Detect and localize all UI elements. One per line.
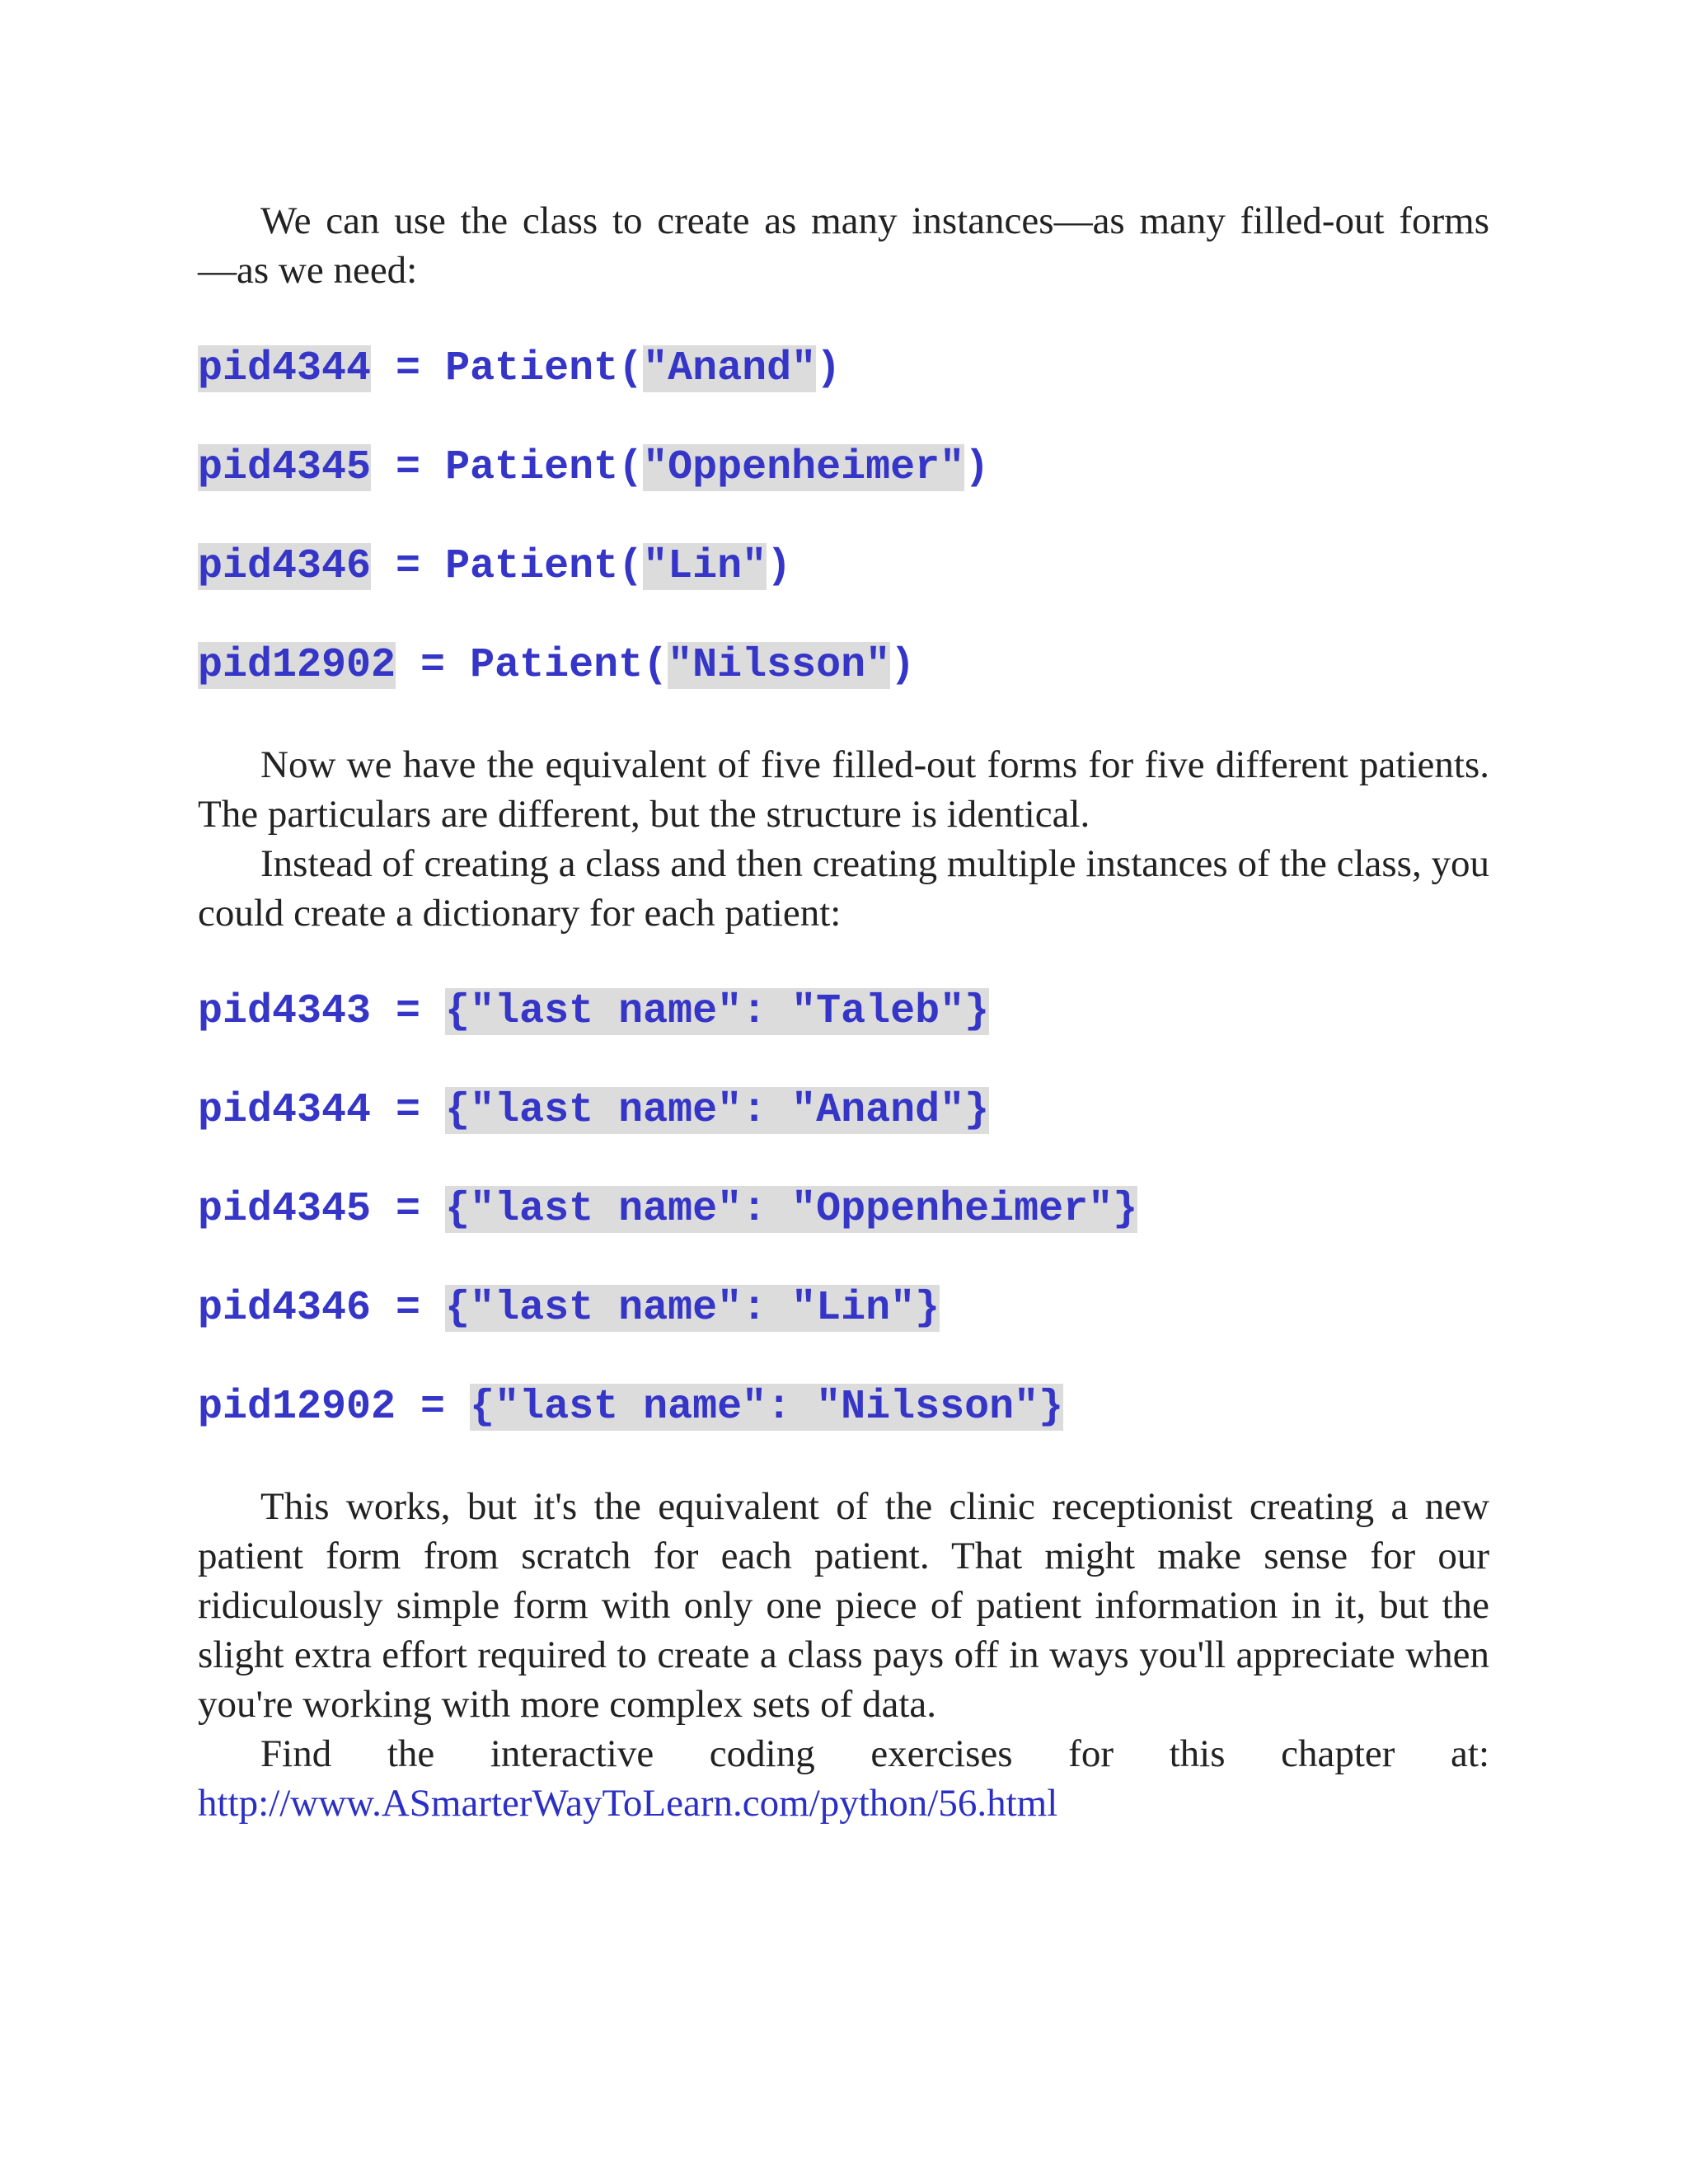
page-content (198, 196, 1489, 1828)
code-operator: = (371, 345, 446, 392)
code-line (198, 443, 1489, 493)
code-variable: pid4343 (198, 988, 372, 1035)
code-line (198, 1383, 1489, 1432)
code-argument: "Oppenheimer" (643, 444, 965, 491)
code-variable: pid4346 (198, 543, 372, 590)
code-operator: = (371, 988, 446, 1035)
intro-paragraph-continuation (198, 246, 1489, 295)
code-line (198, 1284, 1489, 1333)
code-operator: = (396, 642, 471, 689)
code-call: Patient( (445, 444, 644, 491)
code-variable: pid4344 (198, 1087, 372, 1134)
code-dictionary: {"last name": "Nilsson"} (470, 1384, 1064, 1431)
find-exercises-paragraph: Find the interactive coding exercises for this chapter at: (260, 1732, 1489, 1775)
code-dictionary: {"last name": "Oppenheimer"} (445, 1186, 1138, 1233)
code-call: Patient( (470, 642, 668, 689)
code-argument: "Anand" (643, 345, 817, 392)
code-argument: "Lin" (643, 543, 767, 590)
after-instances-paragraph: Now we have the equivalent of five filled-out forms for five different patients. The particulars are different, but the structure is identical. (198, 743, 1489, 836)
this-works-paragraph: This works, but it's the equivalent of the clinic receptionist creating a new patient form from scratch for each patient. That might make sense for our ridiculously simple form with only one piece of patient information in it, but the slight extra effort required to create a class pays off in ways you'll appreciate when you're working with more complex sets of data. (198, 1485, 1489, 1726)
code-variable: pid12902 (198, 642, 396, 689)
code-line (198, 542, 1489, 592)
code-line (198, 1086, 1489, 1136)
code-line (198, 987, 1489, 1037)
instance-code-block (198, 344, 1489, 691)
intro-paragraph (198, 196, 1489, 246)
code-variable: pid12902 (198, 1384, 396, 1431)
code-variable: pid4345 (198, 444, 372, 491)
dictionary-code-block (198, 987, 1489, 1432)
code-variable: pid4344 (198, 345, 372, 392)
intro-line-1: We can use the class to create as many instances—as many filled-out forms (260, 199, 1489, 242)
code-argument: "Nilsson" (668, 642, 891, 689)
code-variable: pid4345 (198, 1186, 372, 1233)
code-operator: = (371, 1087, 446, 1134)
code-call: Patient( (445, 543, 644, 590)
code-dictionary: {"last name": "Lin"} (445, 1285, 940, 1332)
code-operator: = (371, 444, 446, 491)
intro-line-2: —as we need: (198, 249, 418, 292)
code-close: ) (767, 543, 792, 590)
code-line (198, 1185, 1489, 1235)
code-close: ) (816, 345, 842, 392)
code-line (198, 641, 1489, 691)
code-operator: = (371, 1285, 446, 1332)
code-close: ) (964, 444, 990, 491)
code-dictionary: {"last name": "Taleb"} (445, 988, 990, 1035)
code-call: Patient( (445, 345, 644, 392)
code-close: ) (890, 642, 916, 689)
code-operator: = (396, 1384, 471, 1431)
instead-paragraph: Instead of creating a class and then creating multiple instances of the class, you could create a dictionary for each patient: (198, 842, 1489, 935)
code-line (198, 344, 1489, 394)
code-variable: pid4346 (198, 1285, 372, 1332)
code-dictionary: {"last name": "Anand"} (445, 1087, 990, 1134)
code-operator: = (371, 1186, 446, 1233)
exercises-link[interactable]: http://www.ASmarterWayToLearn.com/python/56.html (198, 1782, 1058, 1825)
code-operator: = (371, 543, 446, 590)
